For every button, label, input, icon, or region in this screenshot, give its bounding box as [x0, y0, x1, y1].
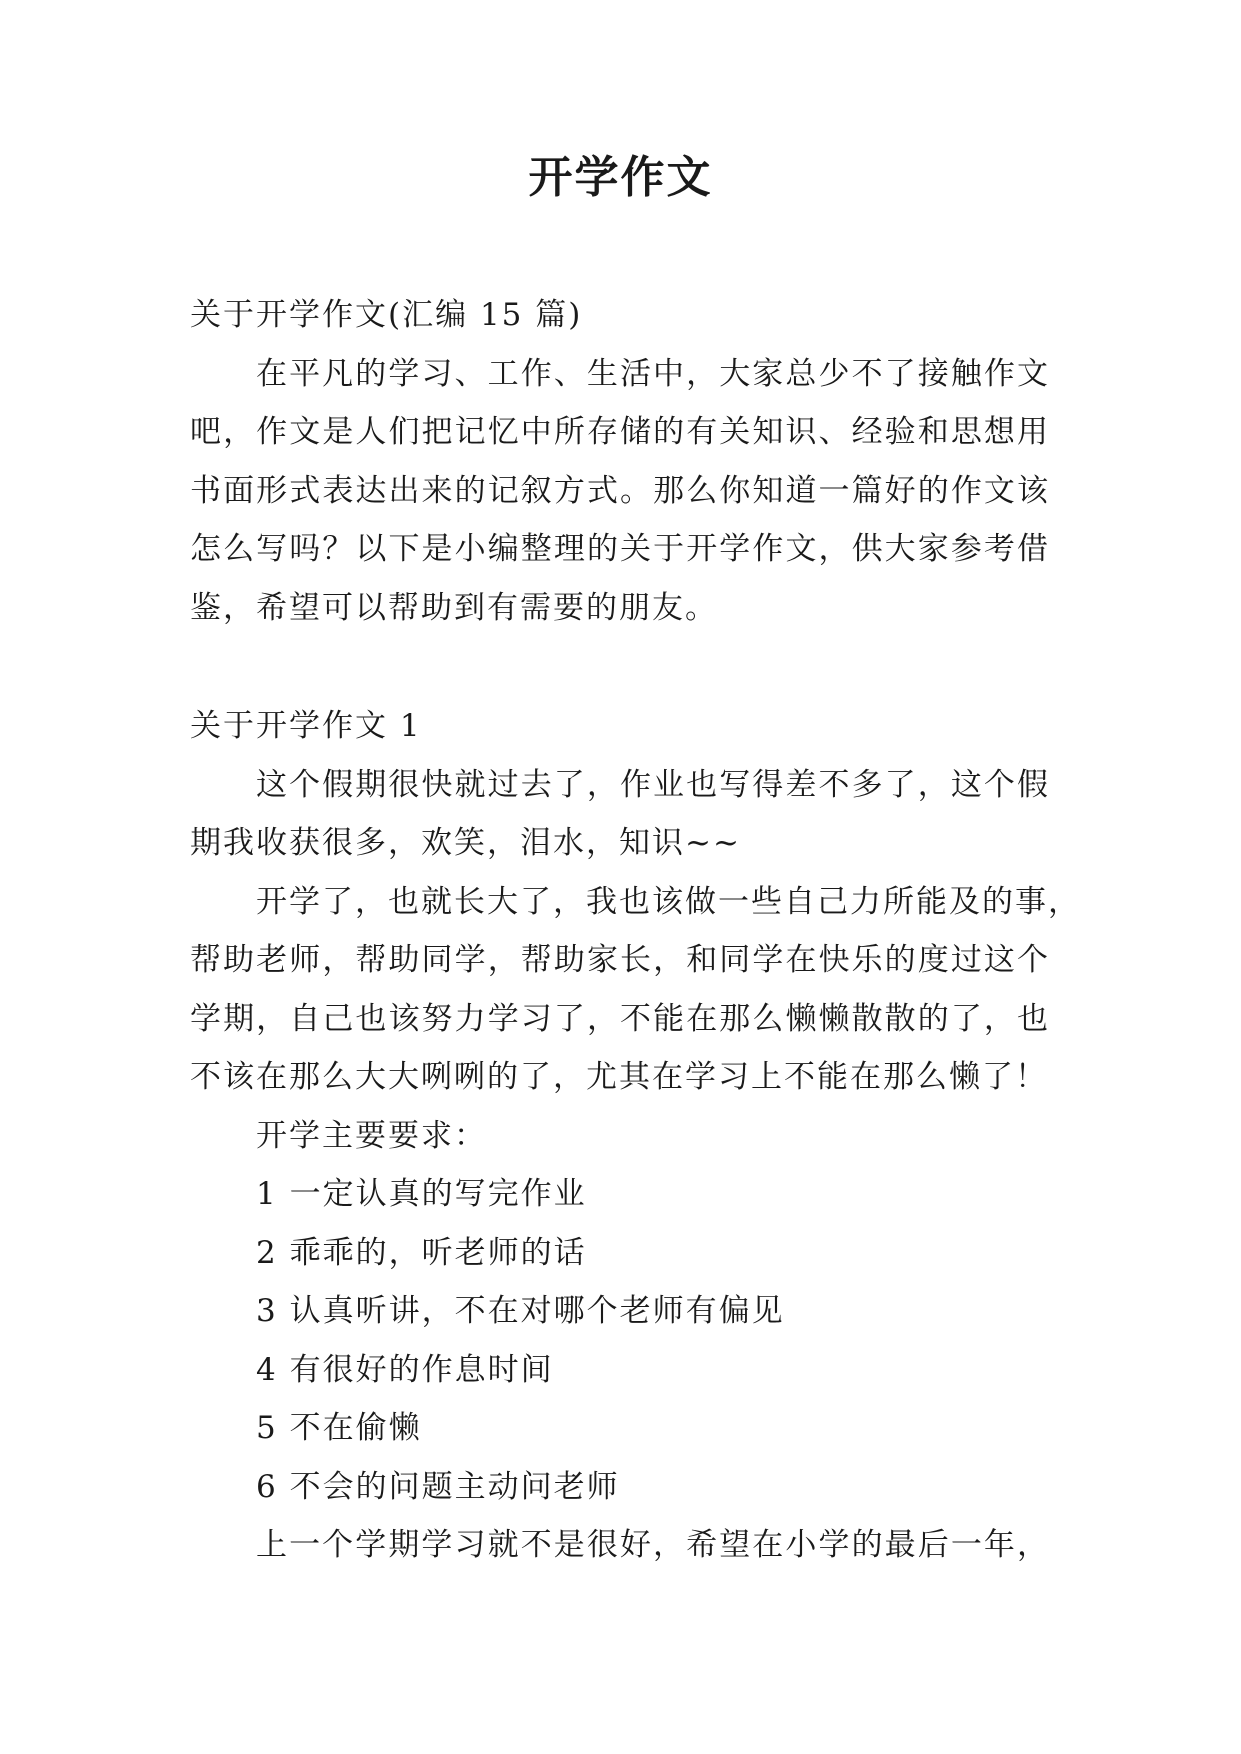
requirement-item: 5 不在偷懒 [256, 1410, 422, 1446]
intro-line: 在平凡的学习、工作、生活中，大家总少不了接触作文 [256, 355, 1050, 392]
essay-line: 开学了，也就长大了，我也该做一些自己力所能及的事， [256, 883, 1081, 920]
essay-line: 不该在那么大大咧咧的了，尤其在学习上不能在那么懒了！ [190, 1059, 1048, 1095]
requirement-item: 3 认真听讲，不在对哪个老师有偏见 [256, 1293, 785, 1329]
essay-line: 上一个学期学习就不是很好，希望在小学的最后一年， [256, 1527, 1050, 1563]
essay-heading: 关于开学作文 1 [190, 708, 422, 744]
document-body [190, 286, 1081, 1575]
document-title: 开学作文 [528, 152, 713, 203]
requirements-heading: 开学主要要求： [256, 1117, 487, 1154]
essay-line: 学期，自己也该努力学习了，不能在那么懒懒散散的了，也 [190, 1000, 1050, 1037]
essay-paragraph [190, 756, 1050, 873]
requirement-item: 6 不会的问题主动问老师 [256, 1468, 620, 1505]
intro-paragraph [190, 345, 1050, 638]
collection-subtitle: 关于开学作文(汇编 15 篇) [190, 297, 583, 333]
requirements-list [190, 1165, 1050, 1516]
intro-line: 怎么写吗？以下是小编整理的关于开学作文，供大家参考借 [190, 531, 1050, 567]
essay-line: 这个假期很快就过去了，作业也写得差不多了，这个假 [256, 766, 1050, 803]
requirement-item: 4 有很好的作息时间 [256, 1351, 554, 1388]
essay-line: 帮助老师，帮助同学，帮助家长，和同学在快乐的度过这个 [190, 942, 1050, 978]
intro-line: 吧，作文是人们把记忆中所存储的有关知识、经验和思想用 [190, 414, 1050, 450]
essay-paragraph [190, 873, 1081, 1107]
intro-line: 书面形式表达出来的记叙方式。那么你知道一篇好的作文该 [190, 472, 1050, 509]
requirement-item: 1 一定认真的写完作业 [256, 1176, 587, 1212]
essay-line: 期我收获很多，欢笑，泪水，知识~~ [190, 825, 741, 861]
requirement-item: 2 乖乖的，听老师的话 [256, 1234, 587, 1271]
intro-line: 鉴，希望可以帮助到有需要的朋友。 [190, 589, 718, 626]
section-spacer [190, 637, 1050, 697]
